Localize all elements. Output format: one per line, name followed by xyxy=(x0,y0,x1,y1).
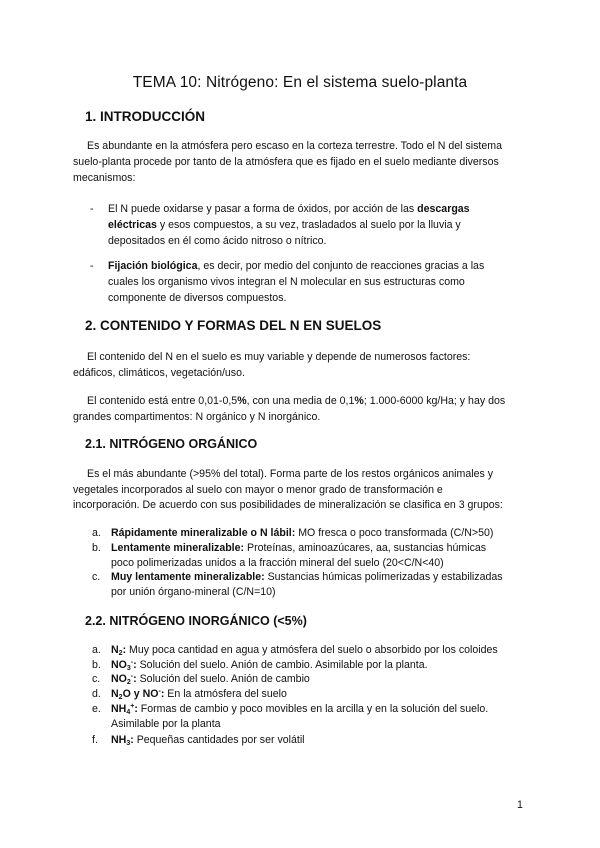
list-text xyxy=(111,643,531,658)
formula-superscript: - xyxy=(130,673,134,680)
list-item xyxy=(92,687,532,702)
formula-subscript: 2 xyxy=(118,650,123,657)
formula-part: : xyxy=(133,659,137,671)
organico-line-2: vegetales incorporados al suelo con mayor o menor grado de transformación e xyxy=(73,484,443,496)
contenido-line-2: edáficos, climáticos, vegetación/uso. xyxy=(73,367,245,379)
document-title: TEMA 10: Nitrógeno: En el sistema suelo-planta xyxy=(132,74,468,91)
list-marker: e. xyxy=(92,703,101,715)
formula-subscript: 2 xyxy=(118,694,123,701)
list-item xyxy=(92,658,532,673)
list-item xyxy=(92,541,532,571)
list-text xyxy=(111,526,531,541)
bullet-text-part: componente de diversos compuestos. xyxy=(108,292,287,304)
list-marker: c. xyxy=(92,673,101,685)
list-item xyxy=(92,702,532,732)
formula-part: NO xyxy=(111,673,127,685)
list-text xyxy=(111,733,531,748)
list-text xyxy=(111,541,531,570)
formula xyxy=(111,734,134,746)
list-item xyxy=(92,643,532,658)
bold-term: descargas xyxy=(417,203,470,215)
list-marker: d. xyxy=(92,688,101,700)
formula-part: : xyxy=(134,703,138,715)
formula-subscript: 4 xyxy=(126,709,131,716)
list-text-part: Muy poca cantidad en agua y atmósfera del suelo o absorbido por los coloides xyxy=(126,644,498,656)
percent-sign: % xyxy=(354,395,364,407)
list-marker: a. xyxy=(92,644,101,656)
list-text-part: Solución del suelo. Anión de cambio. Asimilable por la planta. xyxy=(136,659,428,671)
page-number: 1 xyxy=(517,799,523,811)
list-text-part: MO fresca o poco transformada (C/N>50) xyxy=(295,527,494,539)
bullet-item xyxy=(90,201,520,249)
intro-line-3: mecanismos: xyxy=(73,172,136,184)
bullet-text xyxy=(108,258,513,306)
formula-part: NH xyxy=(111,703,127,715)
list-text xyxy=(111,658,531,673)
list-text xyxy=(111,570,531,599)
formula-part: N xyxy=(111,644,119,656)
list-marker: b. xyxy=(92,659,101,671)
formula-part: N xyxy=(111,688,119,700)
list-marker: b. xyxy=(92,542,101,554)
list-text-part: Asimilable por la planta xyxy=(111,717,221,730)
formula xyxy=(111,659,137,671)
section-heading-introduccion: 1. INTRODUCCIÓN xyxy=(85,109,206,124)
list-item xyxy=(92,526,532,541)
contenido-p2-line-1 xyxy=(87,393,505,409)
section-heading-contenido: 2. CONTENIDO Y FORMAS DEL N EN SUELOS xyxy=(85,318,382,333)
formula-superscript: + xyxy=(130,703,135,710)
bullet-text-part: depositados en él como ácido nitroso o nítrico. xyxy=(108,235,327,247)
list-text xyxy=(111,672,531,687)
bullet-text xyxy=(108,201,513,249)
list-item xyxy=(92,672,532,687)
list-text-part: Formas de cambio y poco movibles en la arcilla y en la solución del suelo. xyxy=(137,703,489,715)
bold-term: Lentamente mineralizable: xyxy=(111,542,245,554)
formula-superscript: - xyxy=(130,659,134,666)
bold-term: eléctricas xyxy=(108,219,157,231)
formula xyxy=(111,644,126,656)
list-text-part: Sustancias húmicas polimerizadas y estabilizadas xyxy=(264,571,503,583)
formula-part: NH xyxy=(111,734,127,746)
text-part: ; 1.000-6000 kg/Ha; y hay dos xyxy=(363,395,506,407)
list-item xyxy=(92,733,532,748)
organico-line-1: Es el más abundante (>95% del total). Forma parte de los restos orgánicos animales y xyxy=(87,468,494,480)
list-text-part: Proteínas, aminoazúcares, aa, sustancias húmicas xyxy=(244,542,487,554)
bold-term: Muy lentamente mineralizable: xyxy=(111,571,265,583)
bullet-text-part: El N puede oxidarse y pasar a forma de óxidos, por acción de las xyxy=(108,203,418,215)
list-item xyxy=(92,570,532,600)
subsection-heading-organico: 2.1. NITRÓGENO ORGÁNICO xyxy=(85,437,258,451)
bold-term: Fijación biológica xyxy=(108,260,198,272)
formula-part: NO xyxy=(111,659,127,671)
formula-part: : xyxy=(122,644,127,656)
list-text xyxy=(111,687,531,702)
contenido-p2-line-2: grandes compartimentos: N orgánico y N inorgánico. xyxy=(73,411,321,423)
paragraph-line xyxy=(87,138,502,154)
bullet-text-part: , es decir, por medio del conjunto de reacciones gracias a las xyxy=(197,260,485,272)
list-marker: c. xyxy=(92,571,101,583)
organico-line-3: incorporación. De acuerdo con sus posibilidades de mineralización se clasifica en 3 grupos: xyxy=(73,499,503,511)
text-part: El contenido está entre 0,01-0,5 xyxy=(87,395,238,407)
list-marker: f. xyxy=(92,734,98,746)
bold-term: Rápidamente mineralizable o N lábil: xyxy=(111,527,296,539)
subsection-heading-inorganico: 2.2. NITRÓGENO INORGÁNICO (<5%) xyxy=(85,614,307,628)
formula-superscript: - xyxy=(158,688,161,695)
formula-part: O y NO xyxy=(122,688,159,700)
list-text-part: poco polimerizadas unidos a la fracción mineral del suelo (20<C/N<40) xyxy=(111,556,444,569)
formula-subscript: 3 xyxy=(126,665,131,672)
list-text-part: Pequeñas cantidades por ser volátil xyxy=(133,734,305,746)
bullet-text-part: y esos compuestos, a su vez, trasladados al suelo por la lluvia y xyxy=(156,219,461,231)
formula-subscript: 2 xyxy=(126,679,131,686)
intro-line-2: suelo-planta procede por tanto de la atmósfera que es fijado en el suelo mediante diversos xyxy=(73,156,499,168)
list-marker: a. xyxy=(92,527,101,539)
percent-sign: % xyxy=(237,395,247,407)
list-text-part: por unión órgano-mineral (C/N=10) xyxy=(111,585,276,598)
formula-part: : xyxy=(160,688,165,700)
formula xyxy=(111,703,138,715)
formula-part: : xyxy=(133,673,137,685)
text-part: , con una media de 0,1 xyxy=(246,395,355,407)
dash-marker: - xyxy=(90,260,94,272)
bullet-text-part: cuales los organismo vivos integran el N molecular en sus estructuras como xyxy=(108,276,465,288)
list-text-part: Solución del suelo. Anión de cambio xyxy=(136,673,310,685)
list-text-part: En la atmósfera del suelo xyxy=(164,688,287,700)
bullet-item xyxy=(90,258,520,306)
dash-marker: - xyxy=(90,203,94,215)
formula xyxy=(111,673,137,685)
formula-part: : xyxy=(130,734,134,746)
intro-line-1: Es abundante en la atmósfera pero escaso en la corteza terrestre. Todo el N del sistema xyxy=(87,140,502,152)
list-text xyxy=(111,702,531,731)
formula-subscript: 3 xyxy=(126,740,131,747)
formula xyxy=(111,688,164,700)
contenido-line-1: El contenido del N en el suelo es muy variable y depende de numerosos factores: xyxy=(87,351,471,363)
